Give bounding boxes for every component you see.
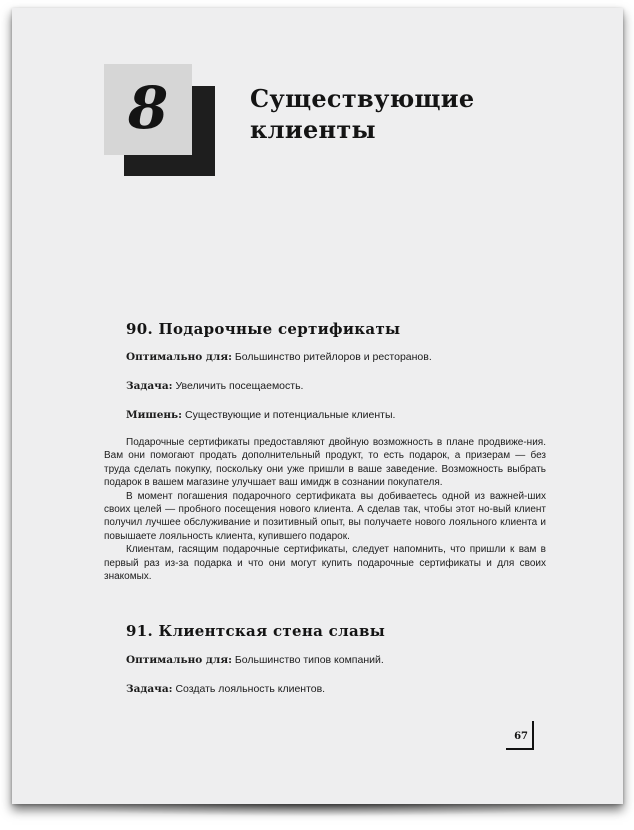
chapter-title	[250, 83, 550, 145]
chapter-title-line1: Существующие	[250, 84, 475, 113]
page-shadow	[16, 802, 619, 816]
body-paragraph: Подарочные сертификаты предоставляют двойную возможность в плане продвиже-ния. Вам они помогают продать дополнительный продукт, то есть подарок, а призерам — без труда сделать покупку, поскольку они уже пришли в ваше заведение. Возможность выбрать подарок в вашем магазине улучшает ваш имидж в сознании покупателя.	[104, 437, 546, 489]
section-90-target	[126, 409, 395, 421]
chapter-title-line2: клиенты	[250, 115, 376, 144]
section-90-title: 90. Подарочные сертификаты	[126, 320, 401, 338]
task-value: Увеличить посещаемость.	[172, 380, 304, 392]
section-91-task	[126, 683, 325, 695]
target-value: Существующие и потенциальные клиенты.	[182, 409, 396, 421]
task-label: Задача:	[126, 683, 173, 695]
task-label: Задача:	[126, 380, 173, 392]
body-paragraph: В момент погашения подарочного сертификата вы добиваетесь одной из важней-ших своих целей — пробного посещения нового клиента. А сделав так, чтобы этот но-вый клиент получил лучшее обслуживание и позитивный опыт, вы получаете нового лояльного клиента и повышаете лояльность клиента, купившего подарок.	[104, 490, 546, 542]
section-90-body	[104, 436, 546, 583]
section-90-task	[126, 380, 303, 392]
page-number-box	[506, 721, 534, 750]
page-number: 67	[514, 731, 528, 742]
section-91-best-for	[126, 654, 384, 666]
best-for-label: Оптимально для:	[126, 654, 232, 666]
section-90-best-for	[126, 351, 432, 363]
task-value: Создать лояльность клиентов.	[172, 683, 326, 695]
chapter-number-box	[104, 64, 192, 155]
body-paragraph: Клиентам, гасящим подарочные сертификаты, следует напомнить, что пришли к вам в первый раз из-за подарка и что они могут купить подарочные сертификаты и для своих знакомых.	[104, 544, 546, 583]
best-for-value: Большинство типов компаний.	[231, 654, 384, 666]
book-page	[12, 8, 623, 804]
section-91-title: 91. Клиентская стена славы	[126, 622, 386, 640]
target-label: Мишень:	[126, 409, 183, 421]
chapter-number: 8	[127, 73, 169, 142]
best-for-value: Большинство ритейлоров и ресторанов.	[231, 351, 432, 363]
best-for-label: Оптимально для:	[126, 351, 232, 363]
